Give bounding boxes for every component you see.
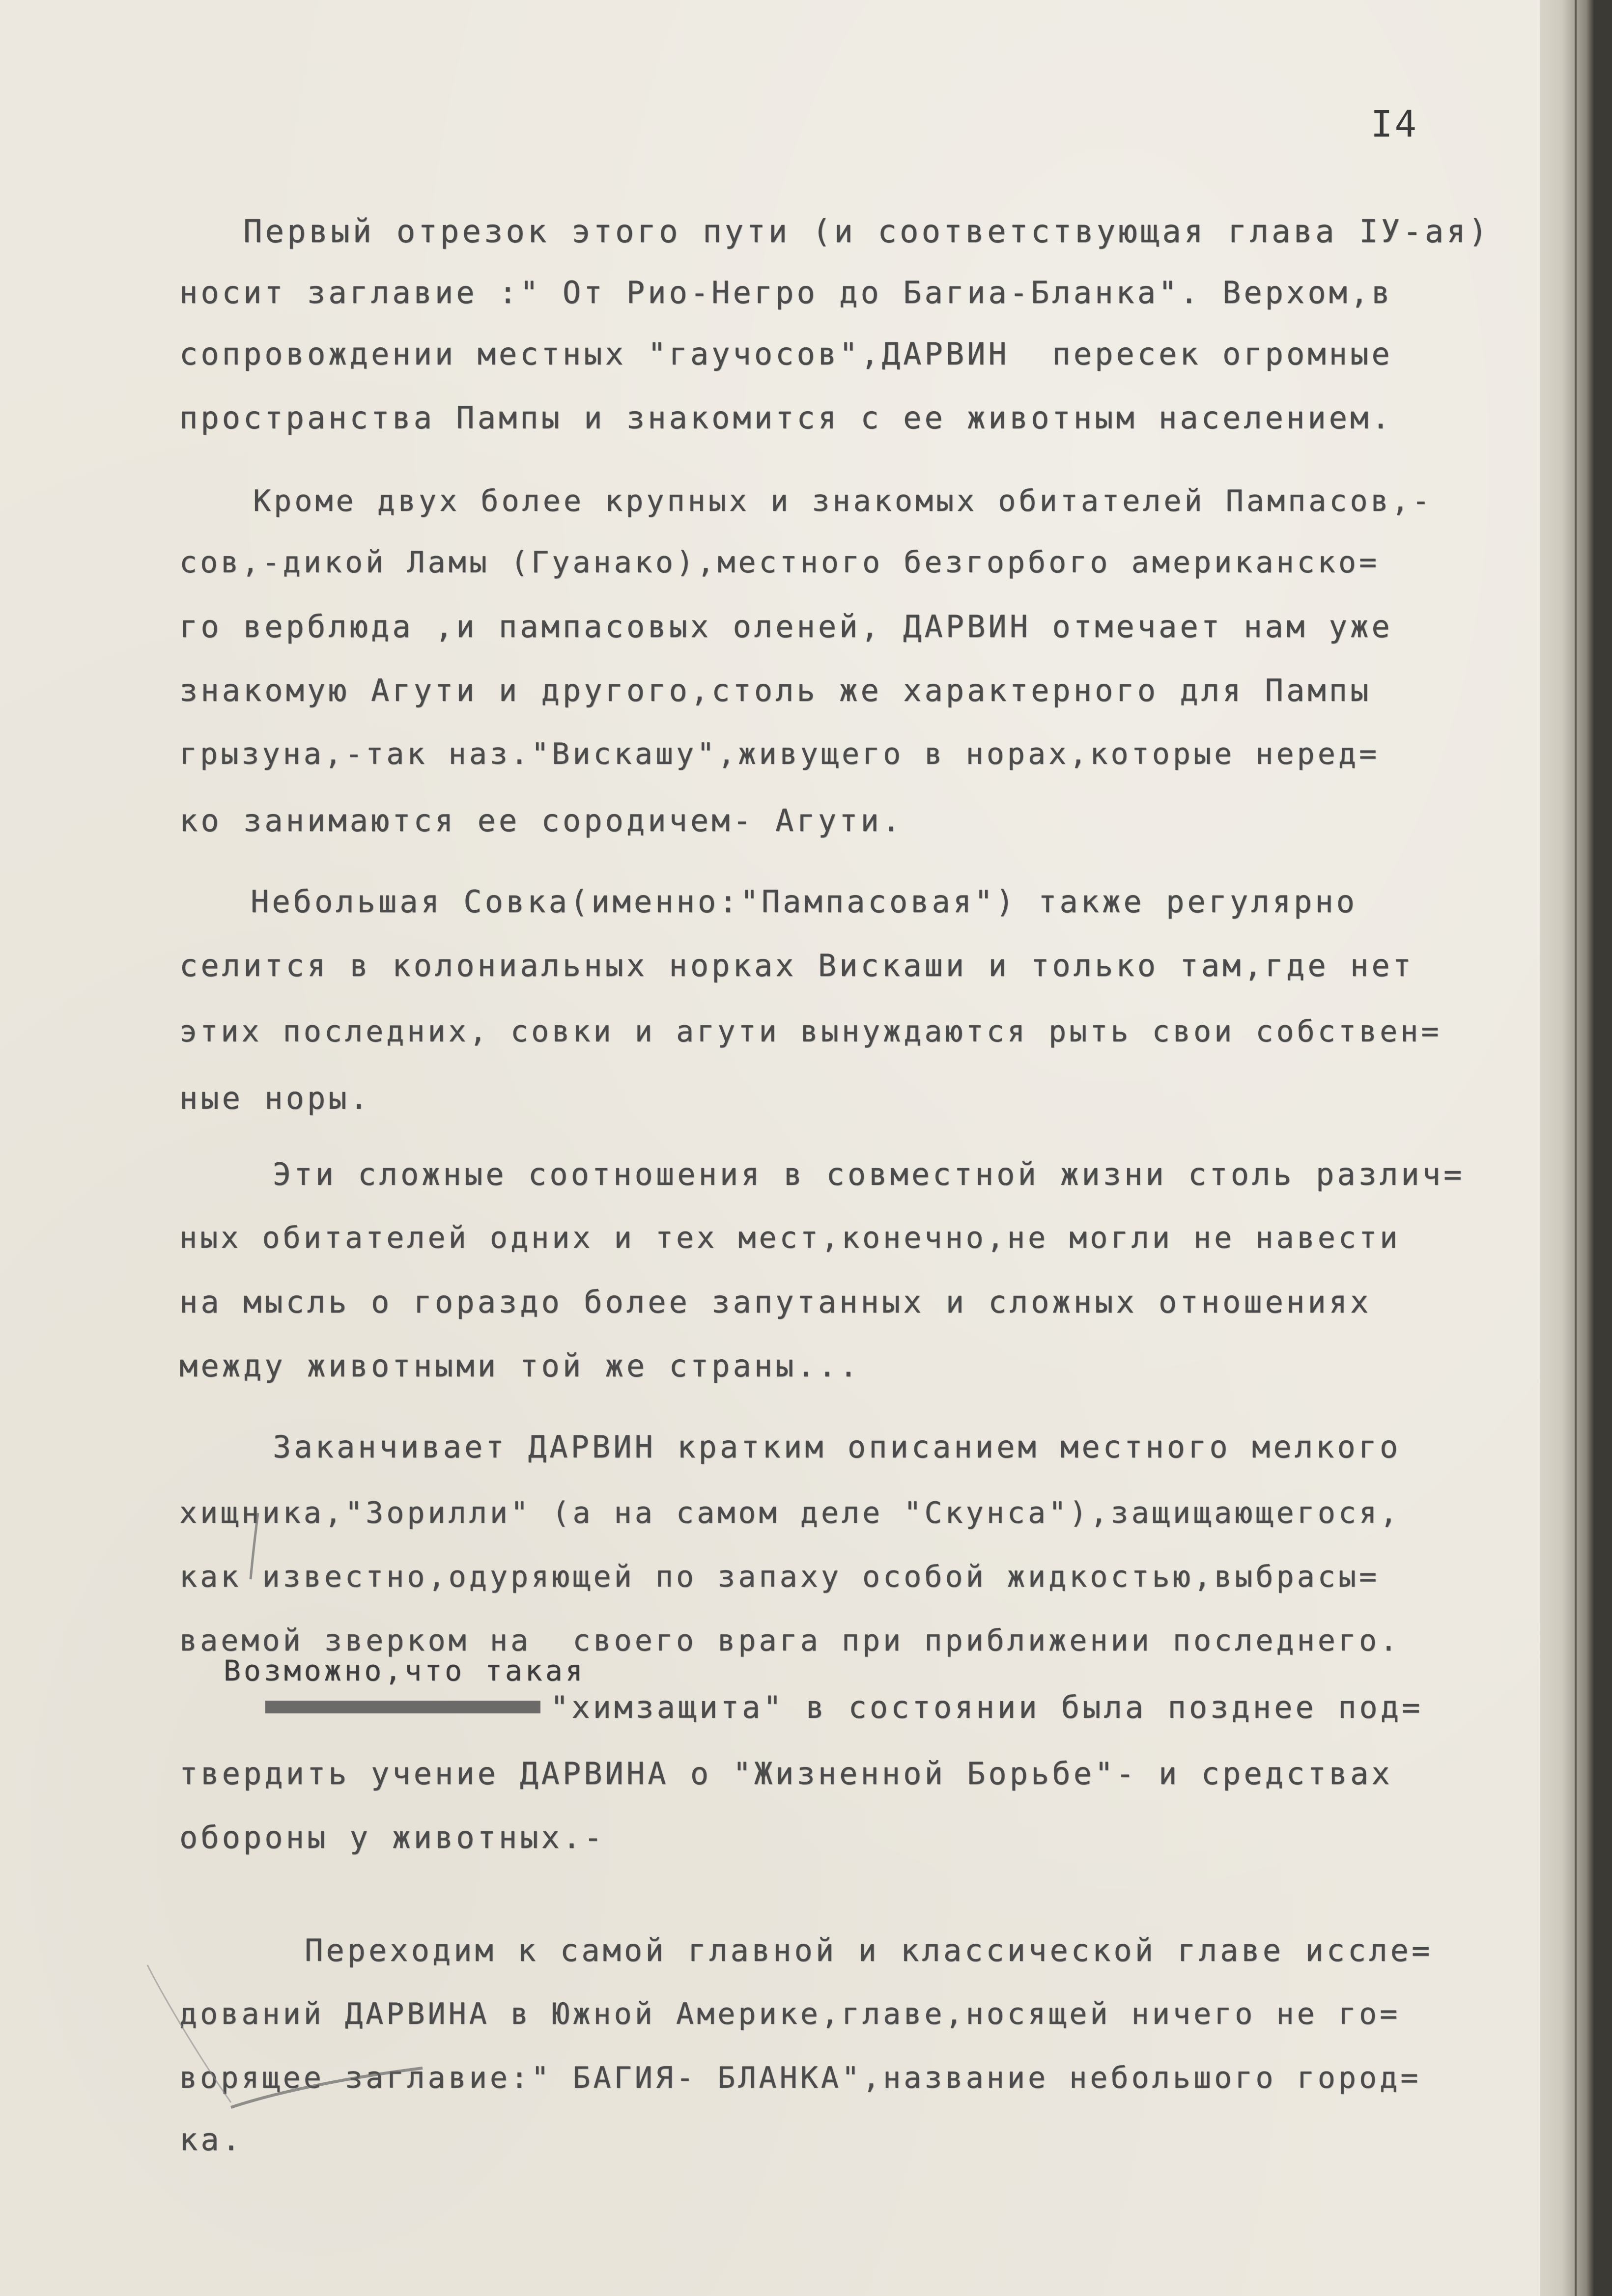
text-line: Кроме двух более крупных и знакомых обитателей Пампасов,- <box>253 484 1433 518</box>
text-line: как известно,одуряющей по запаху особой жидкостью,выбрасы= <box>179 1560 1380 1594</box>
struck-out-text <box>265 1701 540 1713</box>
text-line: дований ДАРВИНА в Южной Америке,главе,носящей ничего не го= <box>179 1997 1401 2031</box>
text-line: го верблюда ,и пампасовых оленей, ДАРВИН отмечает нам уже <box>179 609 1393 644</box>
text-line: твердить учение ДАРВИНА о "Жизненной Борьбе"- и средствах <box>179 1756 1393 1792</box>
text-line: сов,-дикой Ламы (Гуанако),местного безгорбого американско= <box>179 545 1380 580</box>
text-line: обороны у животных.- <box>179 1820 605 1855</box>
text-line: ко занимаются ее сородичем- Агути. <box>179 803 904 839</box>
text-line: этих последних, совки и агути вынуждаются рыть свои собствен= <box>179 1014 1442 1049</box>
text-line: между животными той же страны... <box>179 1348 861 1384</box>
text-line: знакомую Агути и другого,столь же характерного для Пампы <box>179 672 1372 708</box>
text-line: "химзащита" в состоянии была позднее под= <box>550 1689 1423 1725</box>
text-line: Заканчивает ДАРВИН кратким описанием местного мелкого <box>273 1429 1401 1465</box>
handwritten-insertion: Возможно,что такая <box>224 1654 586 1687</box>
text-line: ные норы. <box>179 1080 371 1116</box>
text-line: Эти сложные соотношения в совместной жизни столь различ= <box>273 1156 1465 1192</box>
text-line: селится в колониальных норках Вискаши и только там,где нет <box>179 948 1414 983</box>
text-line: Небольшая Совка(именно:"Пампасовая") также регулярно <box>251 884 1358 920</box>
text-line: хищника,"Зорилли" (а на самом деле "Скунса"),защищающегося, <box>179 1496 1401 1530</box>
text-line: ка. <box>179 2122 243 2157</box>
page-number: I4 <box>1371 103 1419 145</box>
text-line: на мысль о гораздо более запутанных и сложных отношениях <box>179 1284 1372 1320</box>
binding-spine <box>1575 0 1577 2296</box>
text-line: ваемой зверком на своего врага при приближении последнего. <box>179 1624 1401 1658</box>
text-line: ворящее заглавие:" БАГИЯ- БЛАНКА",название небольшого город= <box>179 2061 1421 2095</box>
binding-edge <box>1540 0 1594 2296</box>
text-line: пространства Пампы и знакомится с ее животным населением. <box>179 400 1393 436</box>
text-line: сопровождении местных "гаучосов",ДАРВИН пересек огромные <box>179 336 1393 372</box>
text-line: Переходим к самой главной и классической главе иссле= <box>305 1932 1433 1968</box>
text-line: Первый отрезок этого пути (и соответствующая глава IУ-ая) <box>243 214 1491 250</box>
text-line: грызуна,-так наз."Вискашу",живущего в норах,которые неред= <box>179 737 1380 771</box>
text-line: носит заглавие :" От Рио-Негро до Багиа-Бланка". Верхом,в <box>179 275 1393 310</box>
text-line: ных обитателей одних и тех мест,конечно,не могли не навести <box>179 1221 1401 1255</box>
